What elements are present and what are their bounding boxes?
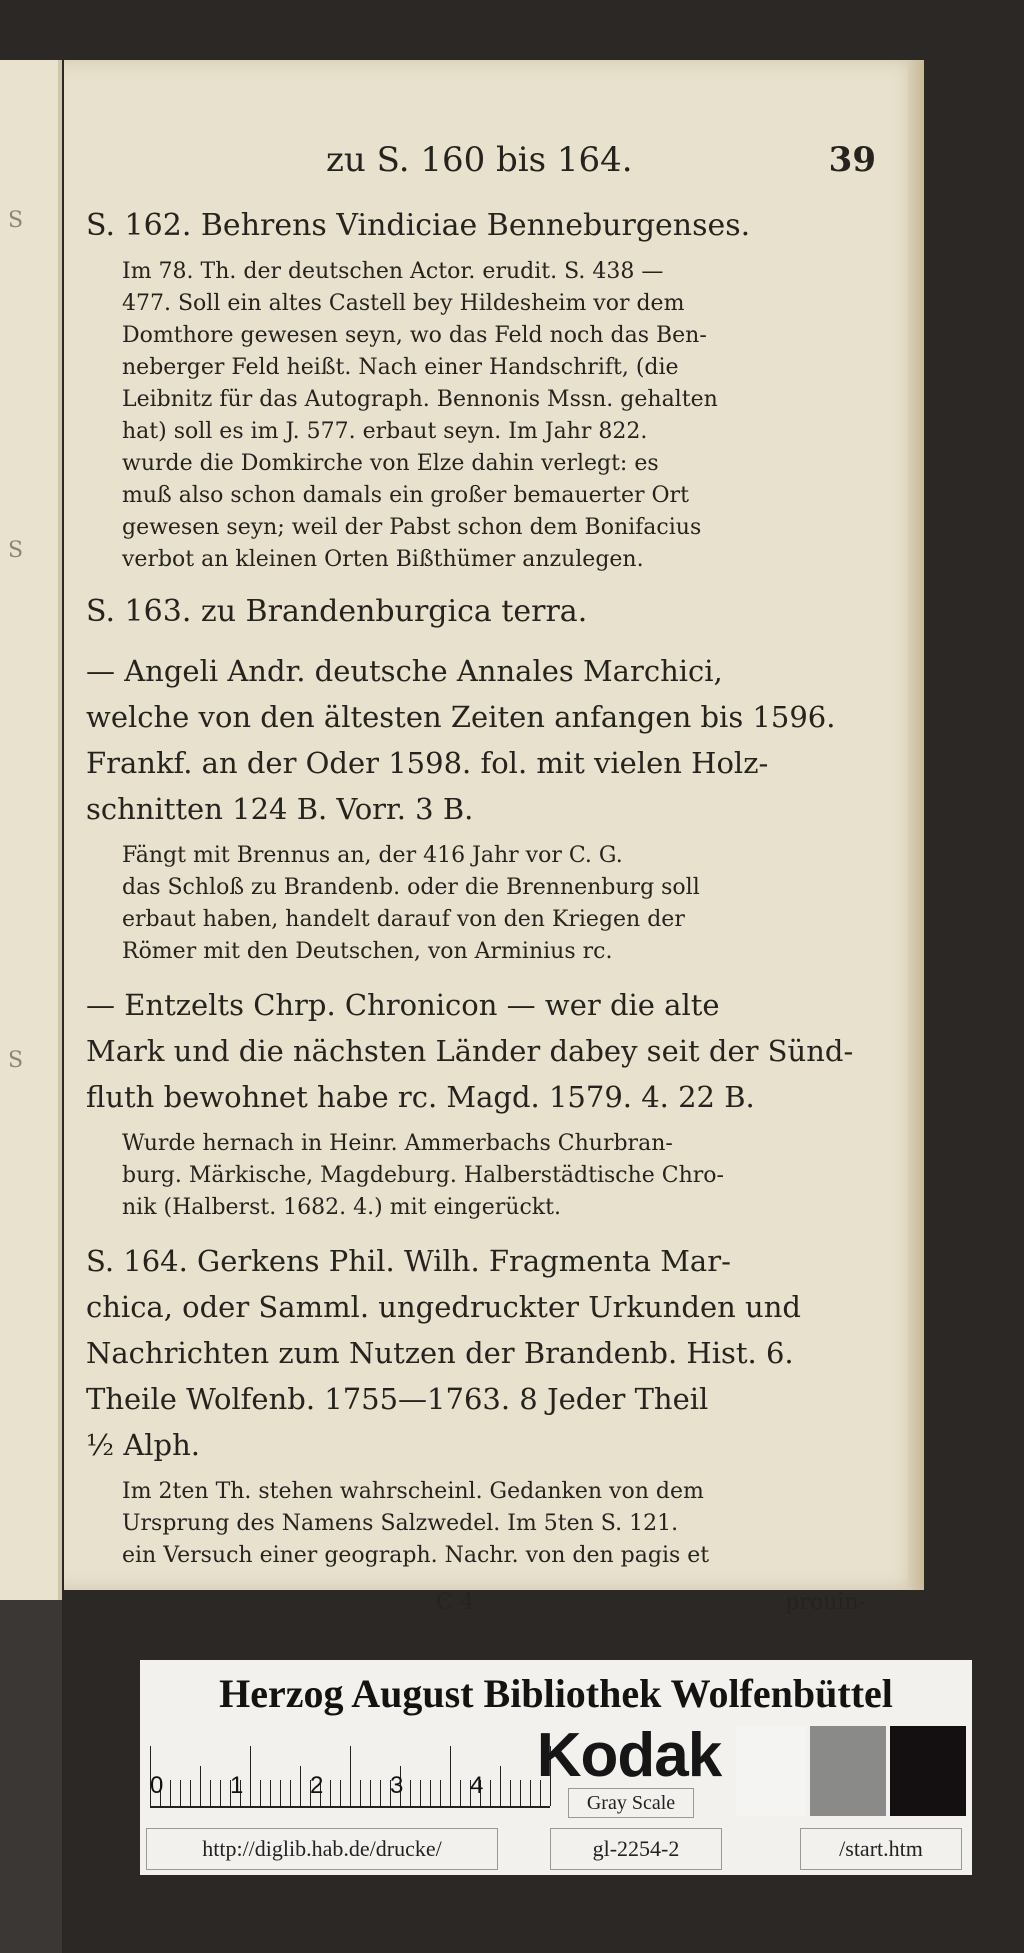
note-line: Im 78. Th. der deutschen Actor. erudit. S. 438 — <box>122 259 664 284</box>
bleed-through-glyph: S <box>8 208 24 233</box>
ruler-tick <box>290 1780 291 1806</box>
bleed-through-glyph: S <box>8 538 24 563</box>
kodak-logo: Kodak <box>536 1721 722 1790</box>
ruler-tick <box>430 1780 431 1806</box>
entry-body-line: Theile Wolfenb. 1755—1763. 8 Jeder Theil <box>86 1382 709 1416</box>
note-line: wurde die Domkirche von Elze dahin verlegt: es <box>122 451 659 476</box>
catchword: prouin- <box>785 1590 866 1615</box>
note-line: Ursprung des Namens Salzwedel. Im 5ten S. 121. <box>122 1511 679 1536</box>
ruler-tick <box>510 1780 511 1806</box>
ruler-tick <box>460 1780 461 1806</box>
running-title: zu S. 160 bis 164. <box>326 140 633 180</box>
entry-note <box>122 256 886 576</box>
ruler-tick <box>450 1746 451 1806</box>
entry-note <box>122 840 886 968</box>
note-line: 477. Soll ein altes Castell bey Hildesheim vor dem <box>122 291 685 316</box>
entry-title: S. 163. zu Brandenburgica terra. <box>86 594 588 629</box>
ruler-tick <box>270 1780 271 1806</box>
entry <box>86 204 886 576</box>
entry-body-line: Frankf. an der Oder 1598. fol. mit vielen Holz- <box>86 746 769 780</box>
ruler-tick <box>500 1766 501 1806</box>
note-line: Wurde hernach in Heinr. Ammerbachs Churbran- <box>122 1131 673 1156</box>
note-line: gewesen seyn; weil der Pabst schon dem Bonifacius <box>122 515 702 540</box>
page-content <box>86 140 886 1620</box>
entry-body-line: Nachrichten zum Nutzen der Brandenb. Hist. 6. <box>86 1336 794 1370</box>
note-line: Fängt mit Brennus an, der 416 Jahr vor C. G. <box>122 843 623 868</box>
entry <box>86 648 886 968</box>
ruler-tick <box>260 1780 261 1806</box>
note-line: Domthore gewesen seyn, wo das Feld noch das Ben- <box>122 323 707 348</box>
ruler-tick <box>250 1746 251 1806</box>
entry-body-line: ½ Alph. <box>86 1428 201 1462</box>
note-line: verbot an kleinen Orten Bißthümer anzulegen. <box>122 547 644 572</box>
ruler-tick <box>420 1780 421 1806</box>
ruler-tick <box>520 1780 521 1806</box>
ruler-tick <box>210 1780 211 1806</box>
black-swatch <box>890 1726 966 1816</box>
entries-list <box>86 204 886 1572</box>
entry-note <box>122 1476 886 1572</box>
page-number: 39 <box>828 140 876 180</box>
entry-body-line: — Entzelts Chrp. Chronicon — wer die alte <box>86 988 720 1022</box>
entry-body-line: — Angeli Andr. deutsche Annales Marchici, <box>86 654 723 688</box>
note-line: muß also schon damals ein großer bemauerter Ort <box>122 483 689 508</box>
ruler-tick <box>350 1746 351 1806</box>
book-page <box>64 60 924 1615</box>
measurement-ruler <box>150 1726 550 1808</box>
shelfmark-label: gl-2254-2 <box>550 1828 722 1870</box>
page-header <box>86 140 886 200</box>
ruler-tick <box>380 1780 381 1806</box>
ruler-tick <box>180 1780 181 1806</box>
url-left-label: http://diglib.hab.de/drucke/ <box>146 1828 498 1870</box>
ruler-tick <box>280 1780 281 1806</box>
note-line: das Schloß zu Brandenb. oder die Brennenburg soll <box>122 875 700 900</box>
ruler-tick <box>370 1780 371 1806</box>
adjacent-page-strip <box>0 60 62 1600</box>
entry-body-line: fluth bewohnet habe rc. Magd. 1579. 4. 22 B. <box>86 1080 755 1114</box>
ruler-label: 1 <box>230 1772 244 1799</box>
ruler-tick <box>190 1780 191 1806</box>
bleed-through-glyph: S <box>8 1048 24 1073</box>
note-line: ein Versuch einer geograph. Nachr. von den pagis et <box>122 1543 710 1568</box>
note-line: erbaut haben, handelt darauf von den Kriegen der <box>122 907 685 932</box>
ruler-label: 2 <box>310 1772 324 1799</box>
entry-body-line: Mark und die nächsten Länder dabey seit der Sünd- <box>86 1034 854 1068</box>
ruler-tick <box>360 1780 361 1806</box>
ruler-tick <box>170 1780 171 1806</box>
ruler-label: 0 <box>150 1772 164 1799</box>
entry-note <box>122 1128 886 1224</box>
ruler-tick <box>410 1780 411 1806</box>
note-line: burg. Märkische, Magdeburg. Halberstädtische Chro- <box>122 1163 724 1188</box>
page-footer <box>86 1586 886 1620</box>
entry-body-line: chica, oder Samml. ungedruckter Urkunden und <box>86 1290 801 1324</box>
entry <box>86 590 886 634</box>
adjacent-page-edge <box>58 60 62 1600</box>
ruler-tick <box>490 1780 491 1806</box>
gray-scale-label: Gray Scale <box>568 1788 694 1818</box>
entry-body-line: S. 164. Gerkens Phil. Wilh. Fragmenta Mar- <box>86 1244 731 1278</box>
entry-body-line: schnitten 124 B. Vorr. 3 B. <box>86 792 474 826</box>
white-swatch <box>736 1726 806 1816</box>
entry-body-line: welche von den ältesten Zeiten anfangen bis 1596. <box>86 700 836 734</box>
signature-mark: C 4 <box>436 1590 474 1615</box>
ruler-tick <box>440 1780 441 1806</box>
note-line: hat) soll es im J. 577. erbaut seyn. Im Jahr 822. <box>122 419 648 444</box>
ruler-tick <box>300 1766 301 1806</box>
note-line: neberger Feld heißt. Nach einer Handschrift, (die <box>122 355 679 380</box>
ruler-tick <box>220 1780 221 1806</box>
ruler-label: 4 <box>470 1772 484 1799</box>
gray-swatch <box>810 1726 886 1816</box>
ruler-tick <box>340 1780 341 1806</box>
ruler-label: 3 <box>390 1772 404 1799</box>
note-line: nik (Halberst. 1682. 4.) mit eingerückt. <box>122 1195 561 1220</box>
note-line: Im 2ten Th. stehen wahrscheinl. Gedanken von dem <box>122 1479 704 1504</box>
url-right-label: /start.htm <box>800 1828 962 1870</box>
note-line: Römer mit den Deutschen, von Arminius rc. <box>122 939 613 964</box>
ruler-tick <box>200 1766 201 1806</box>
scan-target-card <box>140 1660 972 1875</box>
library-name: Herzog August Bibliothek Wolfenbüttel <box>219 1671 893 1716</box>
entry-title: S. 162. Behrens Vindiciae Benneburgenses. <box>86 208 751 243</box>
note-line: Leibnitz für das Autograph. Bennonis Mssn. gehalten <box>122 387 718 412</box>
entry <box>86 1238 886 1572</box>
ruler-tick <box>330 1780 331 1806</box>
scanner-background <box>0 1600 62 1953</box>
page-edge-shadow <box>908 60 924 1590</box>
entry <box>86 982 886 1224</box>
